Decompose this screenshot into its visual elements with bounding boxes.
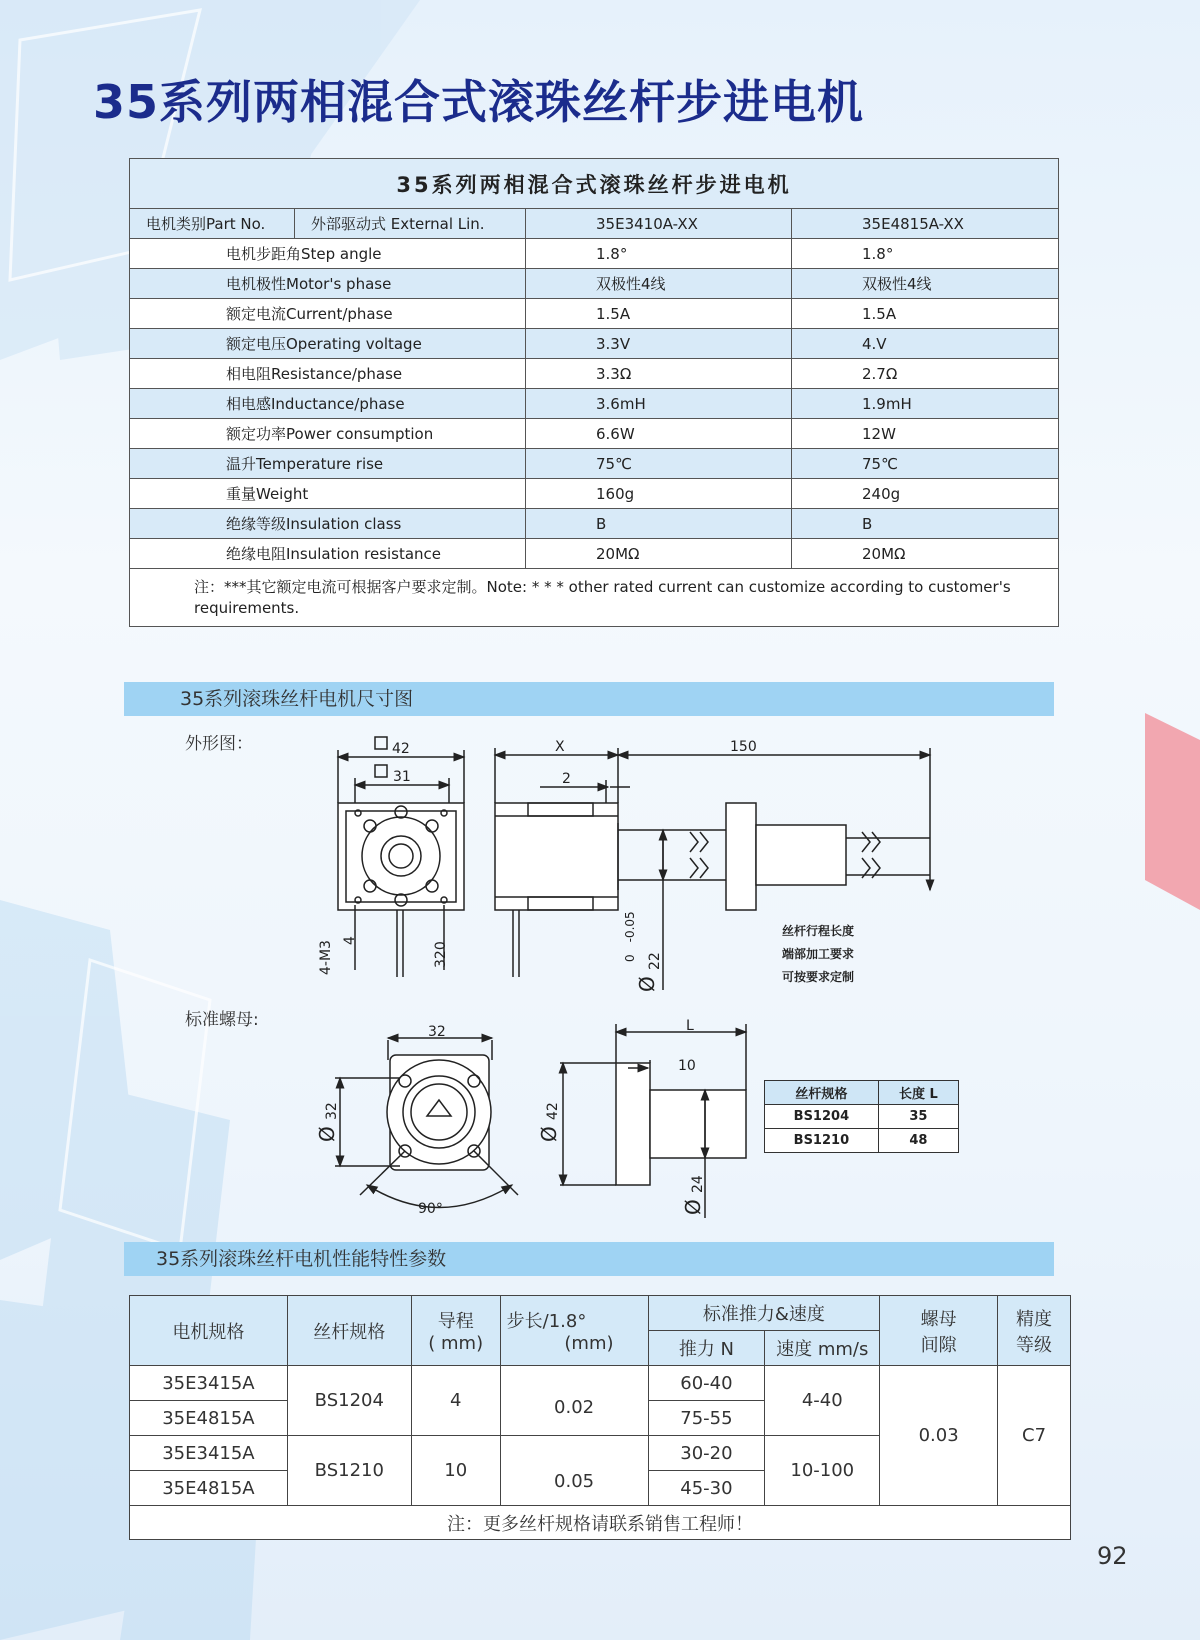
perf-motor-cell: 35E4815A <box>130 1471 288 1506</box>
dia22-symbol: Ø <box>635 976 659 992</box>
page-title: 35系列两相混合式滚珠丝杆步进电机 <box>93 75 865 129</box>
spec-value: 2.7Ω <box>792 359 1059 389</box>
dim-nut-42: 42 <box>545 1102 561 1120</box>
spec-table-title: 35系列两相混合式滚珠丝杆步进电机 <box>130 159 1059 209</box>
perf-motor-cell: 35E3415A <box>130 1366 288 1401</box>
spec-value: 75℃ <box>526 449 792 479</box>
spec-value: 3.3Ω <box>526 359 792 389</box>
spec-label: 额定电流Current/phase <box>130 299 526 329</box>
perf-header-thrust-speed: 标准推力&速度 <box>648 1296 880 1331</box>
spec-label: 电机极性Motor's phase <box>130 269 526 299</box>
drawing-note-1: 丝杆行程长度 <box>782 924 855 938</box>
perf-thrust-cell: 75-55 <box>648 1401 765 1436</box>
nut-label: 标准螺母: <box>185 1010 259 1030</box>
dim-150: 150 <box>730 739 757 755</box>
dim-320: 320 <box>433 941 449 968</box>
dim-tolerance: 0 -0.05 <box>623 911 637 962</box>
dim-31: 31 <box>393 769 411 785</box>
spec-label: 绝缘等级Insulation class <box>130 509 526 539</box>
spec-label: 电机步距角Step angle <box>130 239 526 269</box>
dim-42: 42 <box>392 741 410 757</box>
perf-header-gap-2: 间隙 <box>920 1334 957 1356</box>
length-table-cell: BS1210 <box>765 1129 879 1153</box>
spec-label: 相电阻Resistance/phase <box>130 359 526 389</box>
perf-header-grade-2: 等级 <box>1016 1334 1053 1356</box>
perf-step-cell: 0.02 <box>500 1366 648 1436</box>
spec-value: 1.8° <box>792 239 1059 269</box>
dim-depth-4: 4 <box>342 936 358 945</box>
performance-section-title: 35系列滚珠丝杆电机性能特性参数 <box>124 1242 1054 1276</box>
performance-table <box>129 1295 1071 1540</box>
spec-value: 20MΩ <box>526 539 792 569</box>
perf-speed-cell: 10-100 <box>765 1436 880 1506</box>
perf-header-grade <box>998 1296 1071 1366</box>
drawing-note-3: 可按要求定制 <box>782 970 855 984</box>
perf-header-lead <box>411 1296 500 1366</box>
spec-value: 12W <box>792 419 1059 449</box>
spec-value: 1.5A <box>526 299 792 329</box>
dimension-section-title: 35系列滚珠丝杆电机尺寸图 <box>124 682 1054 716</box>
model1-header: 35E3410A-XX <box>526 209 792 239</box>
spec-value: B <box>526 509 792 539</box>
dim-dia-22: 22 <box>647 952 663 970</box>
perf-step-cell: 0.05 <box>500 1436 648 1506</box>
perf-header-step-2: (mm) <box>564 1333 614 1354</box>
perf-thrust-cell: 60-40 <box>648 1366 765 1401</box>
dim-4-m3: 4-M3 <box>318 940 334 975</box>
perf-screw-cell: BS1204 <box>287 1366 411 1436</box>
length-table-cell: 35 <box>878 1105 958 1129</box>
model2-header: 35E4815A-XX <box>792 209 1059 239</box>
perf-speed-cell: 4-40 <box>765 1366 880 1436</box>
perf-header-step <box>500 1296 648 1366</box>
perf-lead-cell: 4 <box>411 1366 500 1436</box>
perf-header-gap-1: 螺母 <box>920 1308 957 1330</box>
spec-label: 相电感Inductance/phase <box>130 389 526 419</box>
dim-nut-32d: 32 <box>324 1102 340 1120</box>
perf-header-step-1: 步长/1.8° <box>506 1311 587 1332</box>
spec-value: 1.5A <box>792 299 1059 329</box>
drawing-note-2: 端部加工要求 <box>782 947 855 961</box>
spec-label: 额定电压Operating voltage <box>130 329 526 359</box>
dim-nut-24: 24 <box>690 1175 706 1193</box>
spec-value: 4.V <box>792 329 1059 359</box>
dim-nut-10: 10 <box>678 1058 696 1074</box>
spec-value: 1.8° <box>526 239 792 269</box>
dia42-symbol: Ø <box>537 1126 561 1142</box>
spec-label: 绝缘电阻Insulation resistance <box>130 539 526 569</box>
outline-label: 外形图： <box>185 734 253 754</box>
perf-gap-cell: 0.03 <box>880 1366 998 1506</box>
dim-90deg: 90° <box>418 1201 443 1217</box>
perf-header-gap <box>880 1296 998 1366</box>
spec-value: 3.6mH <box>526 389 792 419</box>
dia32-symbol: Ø <box>315 1126 339 1142</box>
perf-header-speed: 速度 mm/s <box>765 1331 880 1366</box>
spec-value: 75℃ <box>792 449 1059 479</box>
dim-nut-l: L <box>686 1018 694 1034</box>
length-table-header: 丝杆规格 <box>765 1081 879 1105</box>
spec-value: B <box>792 509 1059 539</box>
spec-value: 1.9mH <box>792 389 1059 419</box>
length-table-cell: 48 <box>878 1129 958 1153</box>
dim-2: 2 <box>562 771 571 787</box>
dia24-symbol: Ø <box>681 1199 705 1215</box>
perf-header-lead-2: ( mm) <box>428 1333 484 1354</box>
dim-x: X <box>555 739 565 755</box>
perf-thrust-cell: 45-30 <box>648 1471 765 1506</box>
perf-header-motor: 电机规格 <box>130 1296 288 1366</box>
spec-value: 160g <box>526 479 792 509</box>
spec-value: 20MΩ <box>792 539 1059 569</box>
part-no-header: 电机类别Part No. <box>130 209 295 239</box>
spec-value: 3.3V <box>526 329 792 359</box>
spec-label: 重量Weight <box>130 479 526 509</box>
perf-thrust-cell: 30-20 <box>648 1436 765 1471</box>
perf-screw-cell: BS1210 <box>287 1436 411 1506</box>
nut-length-table <box>764 1080 959 1153</box>
spec-value: 双极性4线 <box>526 269 792 299</box>
page-number: 92 <box>1097 1542 1128 1570</box>
spec-value: 双极性4线 <box>792 269 1059 299</box>
perf-motor-cell: 35E3415A <box>130 1436 288 1471</box>
spec-value: 240g <box>792 479 1059 509</box>
spec-note: 注：***其它额定电流可根据客户要求定制。Note: * * * other rated current can customize according to customer's requirements. <box>130 569 1059 627</box>
perf-grade-cell: C7 <box>998 1366 1071 1506</box>
perf-motor-cell: 35E4815A <box>130 1401 288 1436</box>
length-table-header: 长度 L <box>878 1081 958 1105</box>
perf-header-screw: 丝杆规格 <box>287 1296 411 1366</box>
length-table-cell: BS1204 <box>765 1105 879 1129</box>
spec-value: 6.6W <box>526 419 792 449</box>
external-lin-header: 外部驱动式 External Lin. <box>295 209 526 239</box>
perf-header-lead-1: 导程 <box>437 1311 474 1332</box>
spec-label: 温升Temperature rise <box>130 449 526 479</box>
perf-lead-cell: 10 <box>411 1436 500 1506</box>
perf-header-grade-1: 精度 <box>1016 1308 1053 1330</box>
perf-note: 注：更多丝杆规格请联系销售工程师！ <box>130 1506 1071 1540</box>
spec-label: 额定功率Power consumption <box>130 419 526 449</box>
perf-header-thrust: 推力 N <box>648 1331 765 1366</box>
dim-nut-32w: 32 <box>428 1024 446 1040</box>
